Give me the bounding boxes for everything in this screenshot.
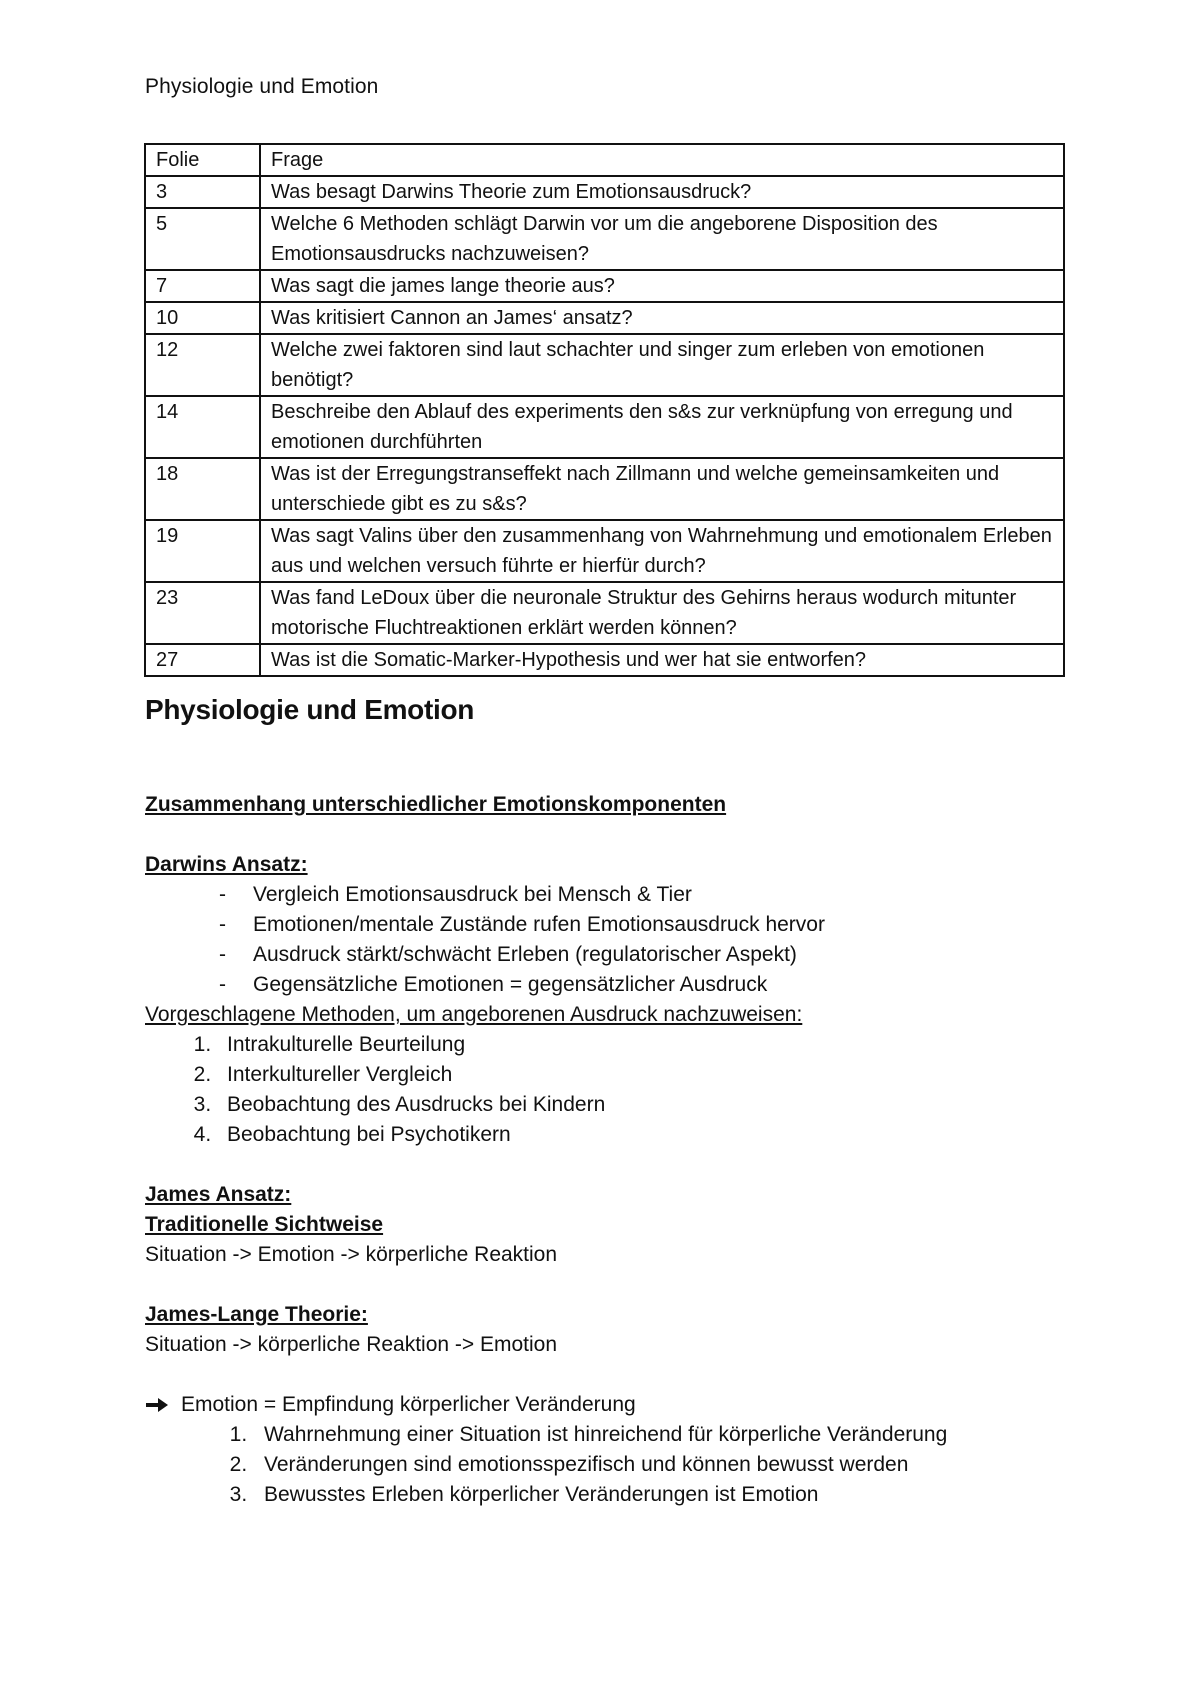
james-points-list	[145, 1420, 1085, 1510]
table-cell-folie: 18	[145, 458, 260, 520]
table-cell-frage: Beschreibe den Ablauf des experiments den s&s zur verknüpfung von erregung und emotionen durchführten	[260, 396, 1064, 458]
table-row	[145, 270, 1064, 302]
table-cell-folie: 27	[145, 644, 260, 676]
table-row	[145, 396, 1064, 458]
table-cell-folie: 7	[145, 270, 260, 302]
table-cell-frage: Was sagt die james lange theorie aus?	[260, 270, 1064, 302]
table-cell-folie: 14	[145, 396, 260, 458]
section-heading: Zusammenhang unterschiedlicher Emotionskomponenten	[145, 793, 727, 816]
main-content	[145, 692, 1085, 1510]
traditional-text: Situation -> Emotion -> körperliche Reaktion	[145, 1243, 558, 1266]
list-item: 2. Interkultureller Vergleich	[217, 1060, 1085, 1090]
table-row	[145, 458, 1064, 520]
james-lange-text: Situation -> körperliche Reaktion -> Emotion	[145, 1333, 558, 1356]
table-row	[145, 644, 1064, 676]
methods-list	[145, 1030, 1085, 1150]
list-item: 1. Intrakulturelle Beurteilung	[217, 1030, 1085, 1060]
page-header: Physiologie und Emotion	[145, 75, 379, 98]
questions-table	[144, 143, 1065, 677]
list-item: - Gegensätzliche Emotionen = gegensätzlicher Ausdruck	[219, 970, 1085, 1000]
table-cell-frage: Was fand LeDoux über die neuronale Struktur des Gehirns heraus wodurch mitunter motorische Fluchtreaktionen erklärt werden können?	[260, 582, 1064, 644]
table-row	[145, 176, 1064, 208]
column-header-folie: Folie	[145, 144, 260, 176]
conclusion-text: Emotion = Empfindung körperlicher Veränderung	[181, 1393, 636, 1416]
table-cell-folie: 5	[145, 208, 260, 270]
table-cell-frage: Welche 6 Methoden schlägt Darwin vor um die angeborene Disposition des Emotionsausdrucks nachzuweisen?	[260, 208, 1064, 270]
table-cell-folie: 12	[145, 334, 260, 396]
list-item: - Vergleich Emotionsausdruck bei Mensch & Tier	[219, 880, 1085, 910]
document-title: Physiologie und Emotion	[145, 694, 475, 725]
list-item: - Emotionen/mentale Zustände rufen Emotionsausdruck hervor	[219, 910, 1085, 940]
james-heading: James Ansatz:	[145, 1183, 292, 1206]
table-row	[145, 520, 1064, 582]
table-cell-frage: Was ist die Somatic-Marker-Hypothesis und wer hat sie entworfen?	[260, 644, 1064, 676]
methods-heading: Vorgeschlagene Methoden, um angeborenen Ausdruck nachzuweisen:	[145, 1003, 803, 1026]
list-item: - Ausdruck stärkt/schwächt Erleben (regulatorischer Aspekt)	[219, 940, 1085, 970]
table-cell-frage: Was sagt Valins über den zusammenhang von Wahrnehmung und emotionalem Erleben aus und welchen versuch führte er hierfür durch?	[260, 520, 1064, 582]
traditional-heading: Traditionelle Sichtweise	[145, 1213, 384, 1236]
table-row	[145, 302, 1064, 334]
arrow-right-icon	[145, 1395, 169, 1415]
table-row	[145, 582, 1064, 644]
darwin-heading: Darwins Ansatz:	[145, 853, 308, 876]
table-cell-folie: 10	[145, 302, 260, 334]
list-item: 3. Bewusstes Erleben körperlicher Veränderungen ist Emotion	[253, 1480, 1085, 1510]
list-item: 4. Beobachtung bei Psychotikern	[217, 1120, 1085, 1150]
table-cell-frage: Welche zwei faktoren sind laut schachter und singer zum erleben von emotionen benötigt?	[260, 334, 1064, 396]
table-row	[145, 334, 1064, 396]
table-cell-frage: Was ist der Erregungstranseffekt nach Zillmann und welche gemeinsamkeiten und unterschiede gibt es zu s&s?	[260, 458, 1064, 520]
table-row	[145, 208, 1064, 270]
table-header-row	[145, 144, 1064, 176]
table-cell-folie: 3	[145, 176, 260, 208]
table-cell-folie: 23	[145, 582, 260, 644]
table-cell-frage: Was kritisiert Cannon an James‘ ansatz?	[260, 302, 1064, 334]
list-item: 3. Beobachtung des Ausdrucks bei Kindern	[217, 1090, 1085, 1120]
james-lange-heading: James-Lange Theorie:	[145, 1303, 368, 1326]
column-header-frage: Frage	[260, 144, 1064, 176]
list-item: 2. Veränderungen sind emotionsspezifisch und können bewusst werden	[253, 1450, 1085, 1480]
list-item: 1. Wahrnehmung einer Situation ist hinreichend für körperliche Veränderung	[253, 1420, 1085, 1450]
darwin-bullet-list	[145, 880, 1085, 1000]
table-cell-frage: Was besagt Darwins Theorie zum Emotionsausdruck?	[260, 176, 1064, 208]
conclusion-line	[145, 1390, 1085, 1420]
table-cell-folie: 19	[145, 520, 260, 582]
